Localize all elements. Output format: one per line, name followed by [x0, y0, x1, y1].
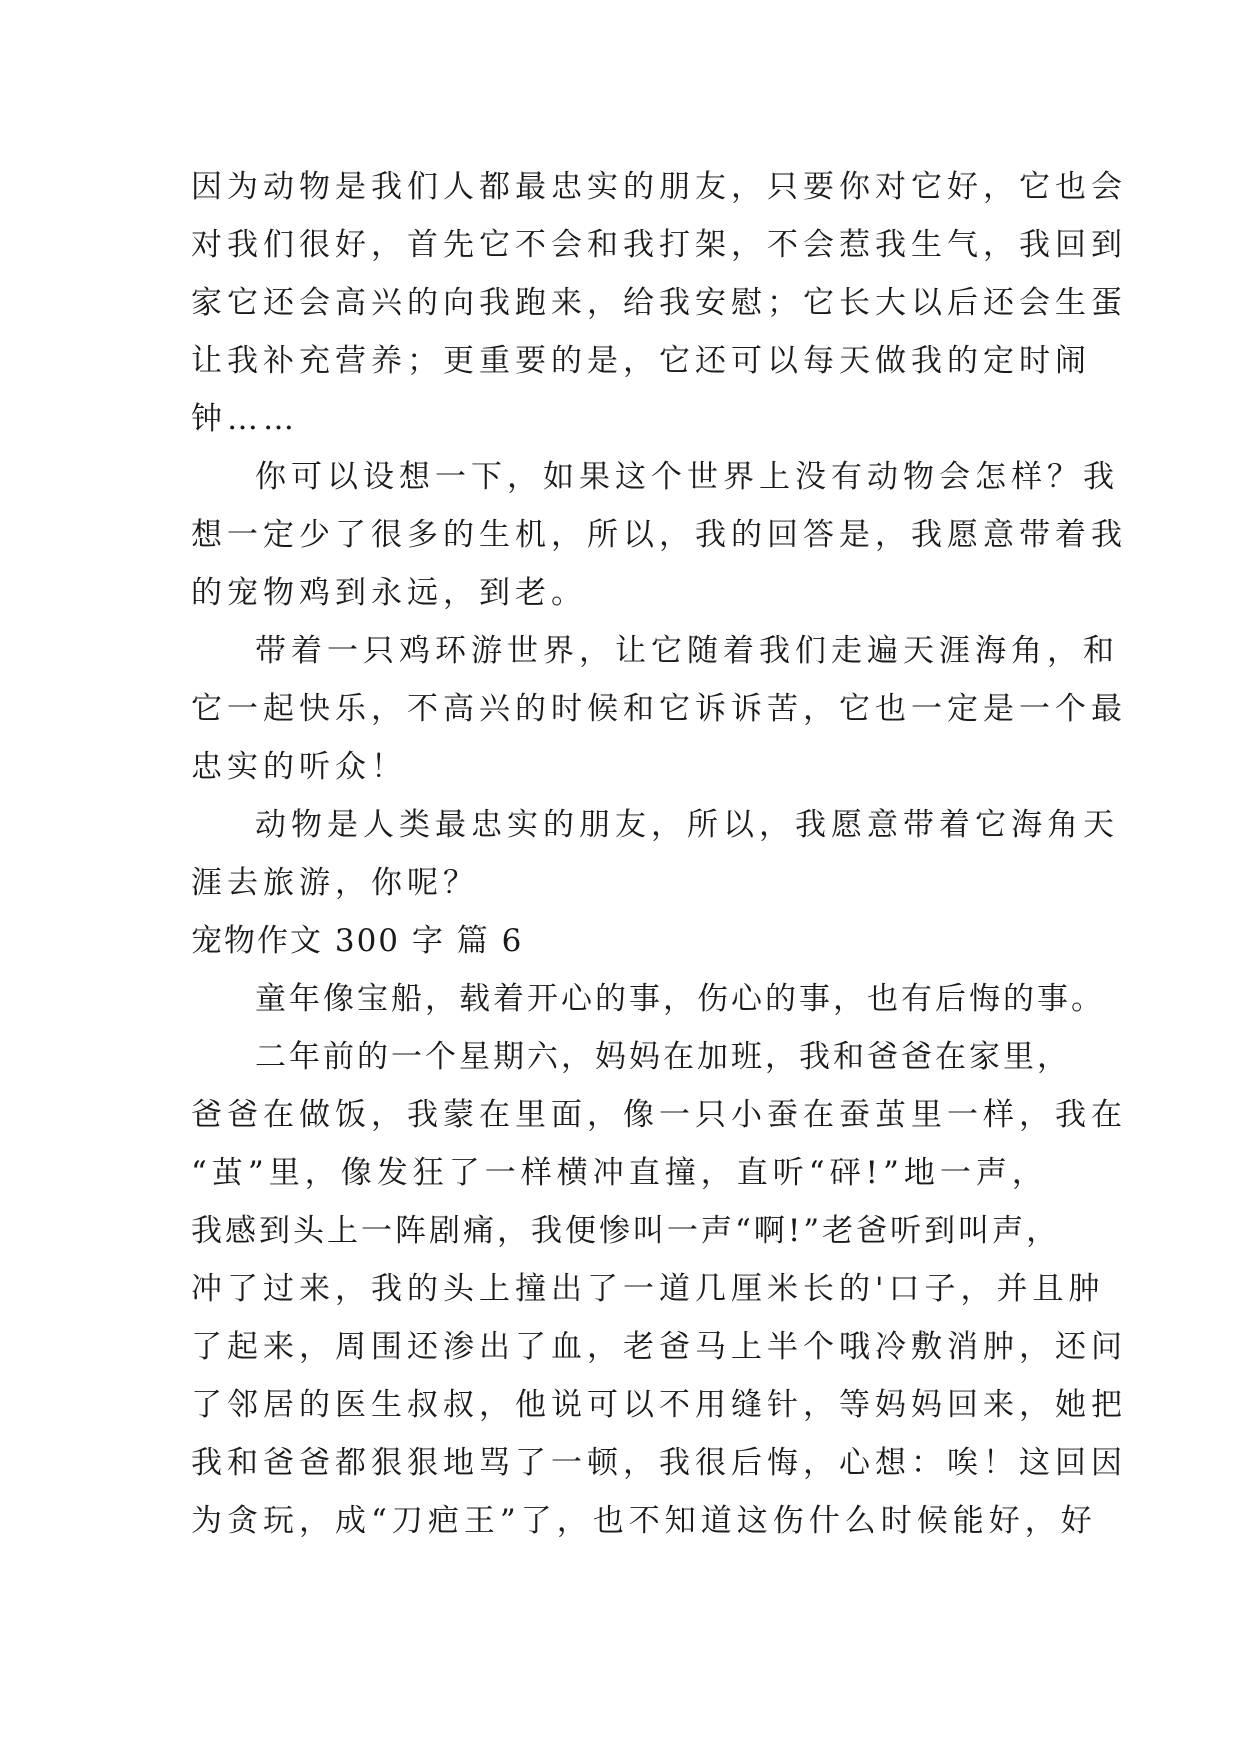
text-line: 对我们很好，首先它不会和我打架，不会惹我生气，我回到 — [191, 227, 1127, 263]
text-line: 让我补充营养；更重要的是，它还可以每天做我的定时闹 — [191, 343, 1091, 379]
text-line: 了起来，周围还渗出了血，老爸马上半个哦冷敷消肿，还问 — [191, 1329, 1127, 1365]
text-line: 钟…… — [191, 401, 299, 437]
paragraph-start-line: 童年像宝船，载着开心的事，伤心的事，也有后悔的事。 — [255, 981, 1105, 1017]
text-line: 家它还会高兴的向我跑来，给我安慰；它长大以后还会生蛋 — [191, 285, 1127, 321]
text-line: 因为动物是我们人都最忠实的朋友，只要你对它好，它也会 — [191, 169, 1127, 205]
text-line: 忠实的听众！ — [191, 749, 407, 785]
paragraph-start-line: 带着一只鸡环游世界，让它随着我们走遍天涯海角，和 — [255, 633, 1119, 669]
text-line: 冲了过来，我的头上撞出了一道几厘米长的'口子，并且肿 — [191, 1271, 1105, 1307]
paragraph-start-line: 动物是人类最忠实的朋友，所以，我愿意带着它海角天 — [255, 807, 1119, 843]
document-page — [191, 158, 1127, 1550]
text-line: 为贪玩，成“刀疤王”了，也不知道这伤什么时候能好，好 — [191, 1503, 1097, 1539]
text-line: 涯去旅游，你呢？ — [191, 865, 479, 901]
text-line: 爸爸在做饭，我蒙在里面，像一只小蚕在蚕茧里一样，我在 — [191, 1097, 1127, 1133]
text-line: 我感到头上一阵剧痛，我便惨叫一声“啊!”老爸听到叫声， — [191, 1213, 1061, 1249]
text-line: “茧”里，像发狂了一样横冲直撞，直听“砰!”地一声， — [191, 1155, 1048, 1191]
paragraph-start-line: 你可以设想一下，如果这个世界上没有动物会怎样？我 — [255, 459, 1119, 495]
section-heading: 宠物作文 300 字 篇 6 — [191, 923, 524, 959]
text-line: 它一起快乐，不高兴的时候和它诉诉苦，它也一定是一个最 — [191, 691, 1127, 727]
text-line: 了邻居的医生叔叔，他说可以不用缝针，等妈妈回来，她把 — [191, 1387, 1127, 1423]
text-line: 想一定少了很多的生机，所以，我的回答是，我愿意带着我 — [191, 517, 1127, 553]
text-line: 的宠物鸡到永远，到老。 — [191, 575, 587, 611]
paragraph-start-line: 二年前的一个星期六，妈妈在加班，我和爸爸在家里， — [255, 1039, 1071, 1075]
text-line: 我和爸爸都狠狠地骂了一顿，我很后悔，心想：唉！这回因 — [191, 1445, 1127, 1481]
